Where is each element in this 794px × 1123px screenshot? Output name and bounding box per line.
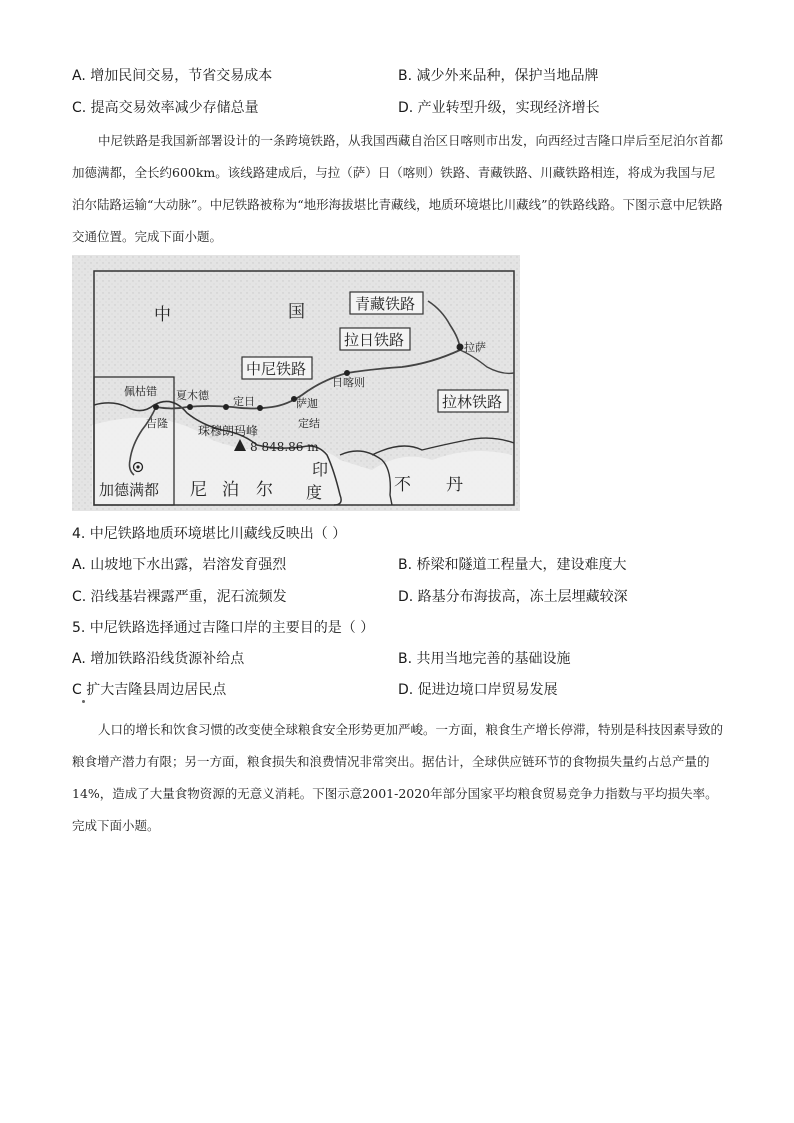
q4-option-c: C. 沿线基岩裸露严重，泥石流频发 <box>72 589 287 605</box>
label-everest-height: 8 848.86 m <box>250 440 319 454</box>
label-india-1: 印 <box>312 460 329 479</box>
label-lhasa: 拉萨 <box>464 341 486 354</box>
railway-intro-paragraph: 中尼铁路是我国新部署设计的一条跨境铁路，从我国西藏自治区日喀则市出发，向西经过吉隆口岸后至尼泊尔首都加德满都，全长约600km。该线路建成后，与拉（萨）日（喀则）铁路、青藏铁路、川藏铁路相连，将成为我国与尼泊尔陆路运输“大动脉”。中尼铁路被称为“地形海拔堪比青藏线，地质环境堪比川藏线”的铁路线路。下图示意中尼铁路交通位置。完成下面小题。 <box>72 133 724 244</box>
q5-option-d: D. 促进边境口岸贸易发展 <box>398 682 558 698</box>
railway-map <box>72 255 520 511</box>
label-sakya: 萨迦 <box>296 397 318 410</box>
label-everest: 珠穆朗玛峰 <box>198 424 259 438</box>
label-china-2: 国 <box>288 302 305 322</box>
stray-dot <box>82 700 85 703</box>
label-kathmandu: 加德满都 <box>99 481 160 499</box>
label-peikucuo: 佩枯错 <box>124 385 157 398</box>
label-bhutan-2: 丹 <box>446 475 463 495</box>
label-lari-railway: 拉日铁路 <box>344 331 405 349</box>
q5-stem: 5. 中尼铁路选择通过吉隆口岸的主要目的是（ ） <box>72 620 375 636</box>
label-tingri: 定日 <box>233 395 255 408</box>
label-china-1: 中 <box>154 305 171 325</box>
q3-option-a: A. 增加民间交易，节省交易成本 <box>72 68 273 84</box>
label-bhutan-1: 不 <box>394 475 411 495</box>
label-shigatse: 日喀则 <box>332 376 365 389</box>
q5-option-a: A. 增加铁路沿线货源补给点 <box>72 651 245 667</box>
q5-option-b: B. 共用当地完善的基础设施 <box>398 651 571 667</box>
label-jilong: 吉隆 <box>146 417 168 430</box>
q4-stem: 4. 中尼铁路地质环境堪比川藏线反映出（ ） <box>72 526 347 542</box>
label-zhongni-railway: 中尼铁路 <box>246 360 307 378</box>
label-dingjie: 定结 <box>298 417 320 430</box>
q3-option-b: B. 减少外来品种，保护当地品牌 <box>398 68 599 84</box>
label-nepal-2: 泊 <box>222 480 239 500</box>
q5-option-c: C 扩大吉隆县周边居民点 <box>72 682 227 698</box>
label-lalin-railway: 拉林铁路 <box>442 393 503 411</box>
q4-option-b: B. 桥梁和隧道工程量大，建设难度大 <box>398 557 627 573</box>
q4-option-d: D. 路基分布海拔高，冻土层埋藏较深 <box>398 589 628 605</box>
q3-option-c: C. 提高交易效率减少存储总量 <box>72 100 259 116</box>
q4-option-a: A. 山坡地下水出露，岩溶发育强烈 <box>72 557 287 573</box>
label-xiamude: 夏木德 <box>176 389 209 402</box>
label-nepal-1: 尼 <box>190 480 207 500</box>
label-nepal-3: 尔 <box>256 480 273 500</box>
label-india-2: 度 <box>306 483 323 502</box>
label-qingzang-railway: 青藏铁路 <box>355 295 416 313</box>
q3-option-d: D. 产业转型升级，实现经济增长 <box>398 100 600 116</box>
food-intro-paragraph: 人口的增长和饮食习惯的改变使全球粮食安全形势更加严峻。一方面，粮食生产增长停滞，特别是科技因素导致的粮食增产潜力有限；另一方面，粮食损失和浪费情况非常突出。据估计，全球供应链环节的食物损失量约占总产量的14%，造成了大量食物资源的无意义消耗。下图示意2001-2020年部分国家平均粮食贸易竞争力指数与平均损失率。完成下面小题。 <box>72 722 724 833</box>
